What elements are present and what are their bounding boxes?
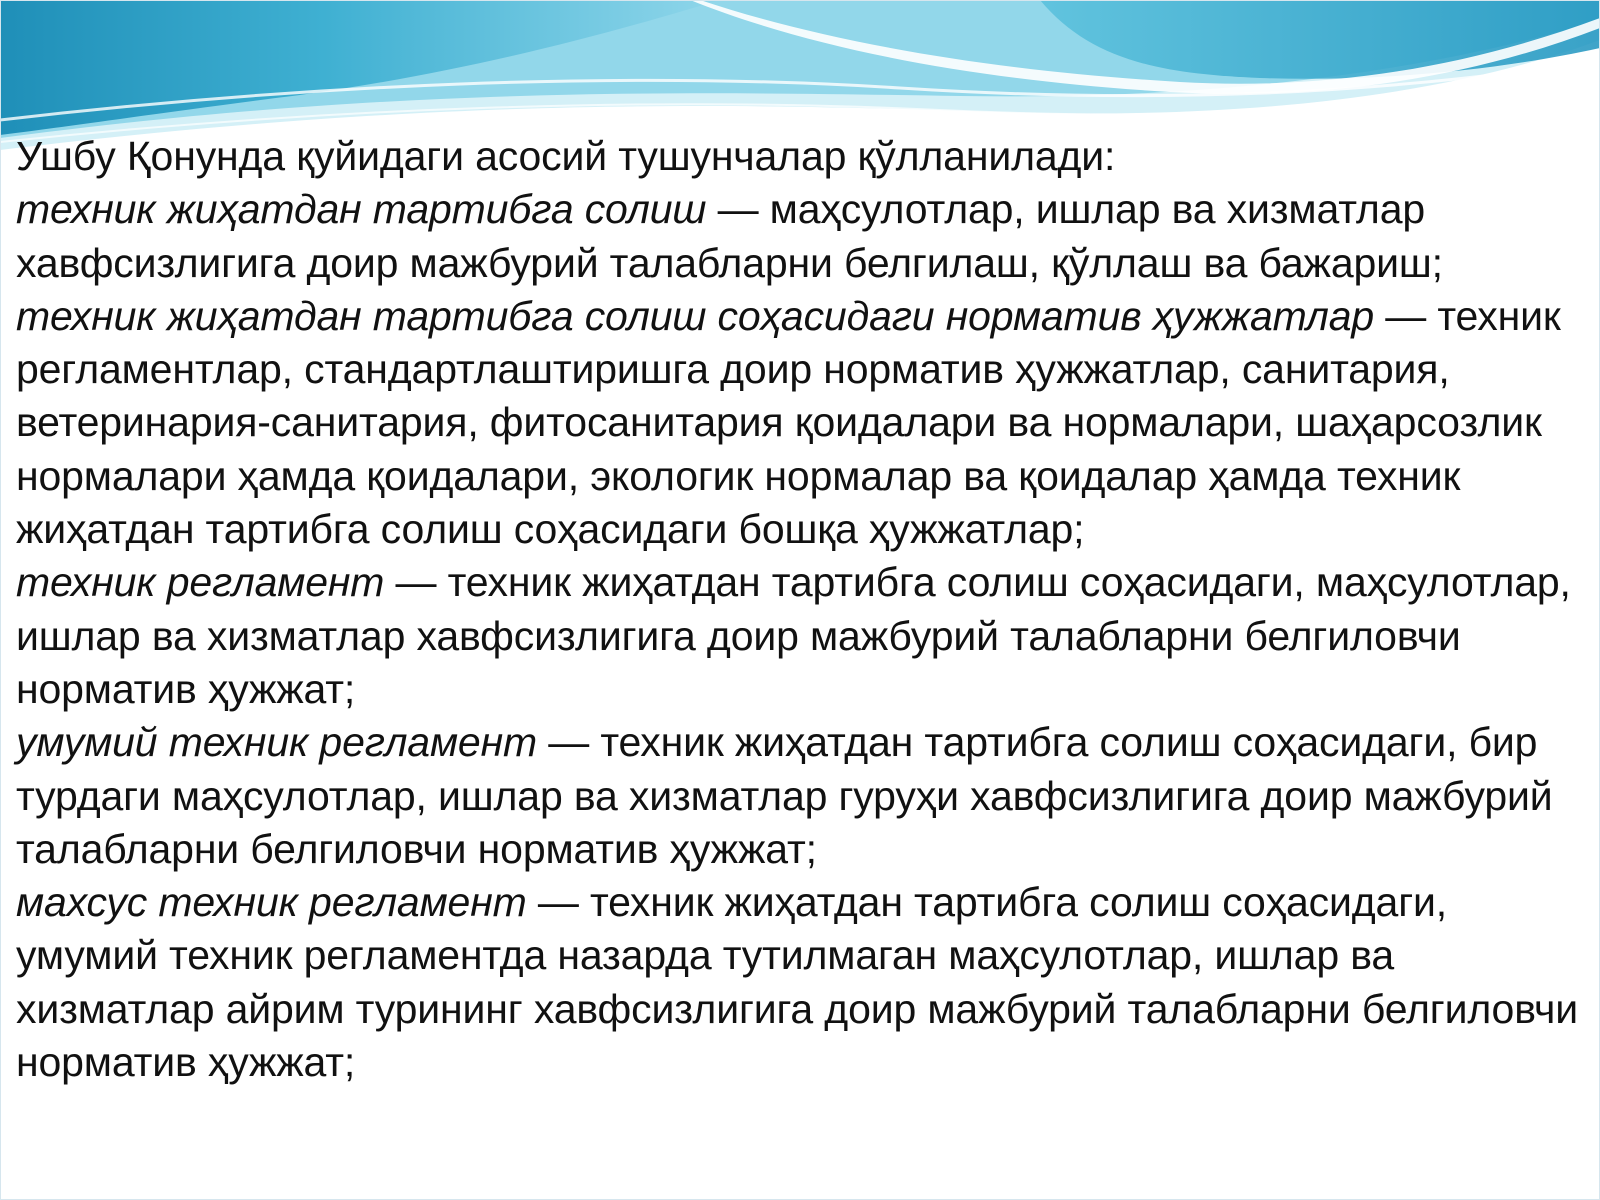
definition-5: [16, 876, 1590, 1089]
slide-body: [16, 130, 1590, 1089]
definition-text: — техник жиҳатдан тартибга солиш соҳасидаги, умумий техник регламентда назарда тутилмаган маҳсулотлар, ишлар ва хизматлар айрим турининг хавфсизлигига доир мажбурий талабларни белгиловчи норматив ҳужжат;: [16, 879, 1578, 1086]
definition-term: махсус техник регламент: [16, 879, 527, 926]
definition-text: — маҳсулотлар, ишлар ва хизматлар хавфсизлигига доир мажбурий талабларни белгилаш, қўллаш ва бажариш;: [16, 186, 1443, 286]
definition-term: умумий техник регламент: [16, 719, 537, 766]
definition-term: техник жиҳатдан тартибга солиш соҳасидаги норматив ҳужжатлар: [16, 292, 1375, 339]
definition-text: — техник регламентлар, стандартлаштиришга доир норматив ҳужжатлар, санитария, ветеринария-санитария, фитосанитария қоидалари ва нормалари, шаҳарсозлик нормалари ҳамда қоидалари, экологик нормалар ва қоидалар ҳамда техник жиҳатдан тартибга солиш соҳасидаги бошқа ҳужжатлар;: [16, 292, 1561, 553]
intro-line: Ушбу Қонунда қуйидаги асосий тушунчалар қўлланилади:: [16, 133, 1116, 179]
definition-term: техник регламент: [16, 559, 385, 606]
definition-4: [16, 716, 1590, 876]
definition-text: — техник жиҳатдан тартибга солиш соҳасидаги, бир турдаги маҳсулотлар, ишлар ва хизматлар гуруҳи хавфсизлигига доир мажбурий талабларни белгиловчи норматив ҳужжат;: [16, 719, 1553, 872]
definition-term: техник жиҳатдан тартибга солиш: [16, 186, 707, 233]
definition-3: [16, 556, 1590, 716]
definition-text: — техник жиҳатдан тартибга солиш соҳасидаги, маҳсулотлар, ишлар ва хизматлар хавфсизлигига доир мажбурий талабларни белгиловчи норматив ҳужжат;: [16, 559, 1571, 712]
definition-2: [16, 290, 1590, 556]
definition-1: [16, 183, 1590, 290]
